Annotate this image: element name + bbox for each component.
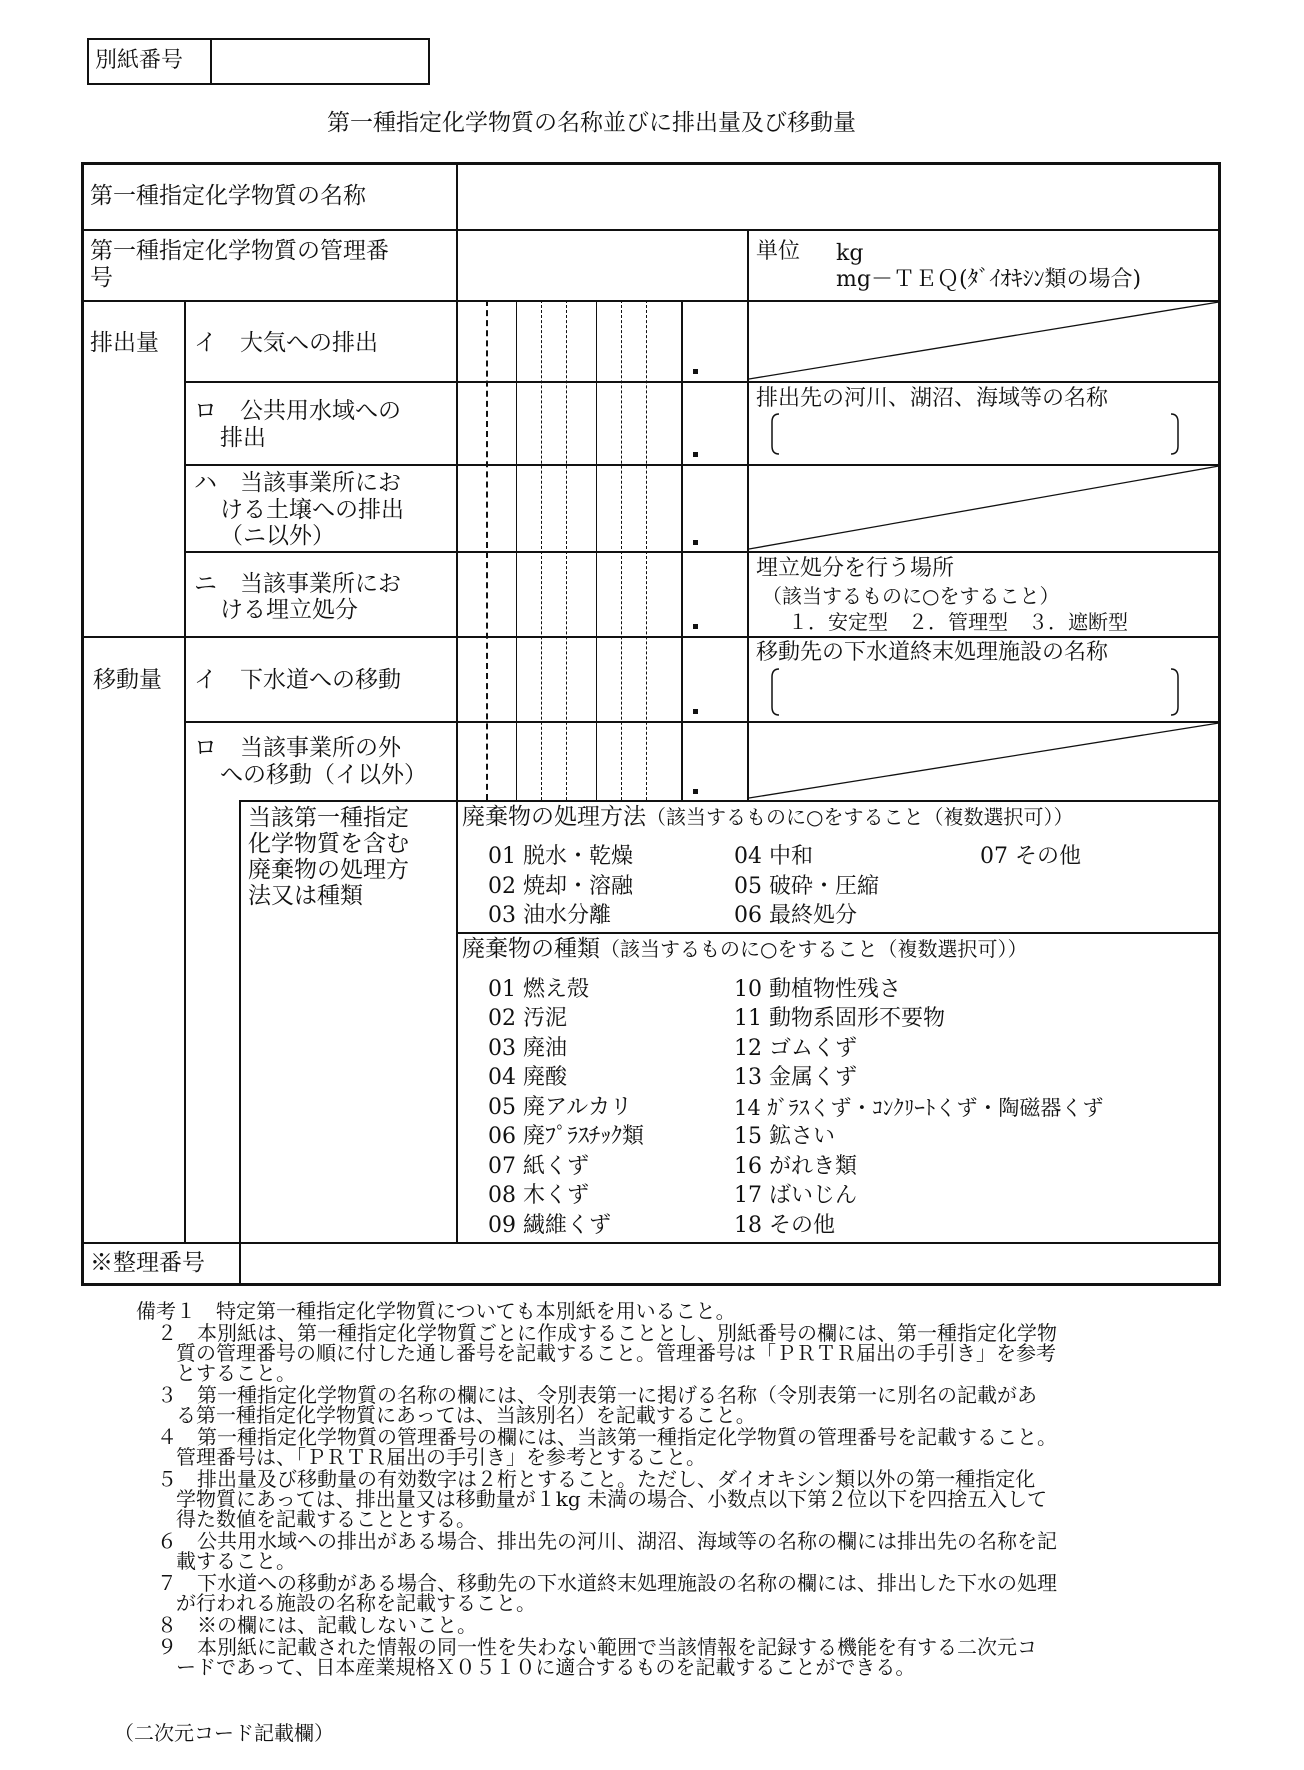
kind-option[interactable]: 05 廃アルカリ	[488, 1095, 633, 1120]
kind-option[interactable]: 01 燃え殻	[488, 977, 589, 1002]
landfill-label-2: ける埋立処分	[220, 597, 358, 623]
kind-option[interactable]: 03 廃油	[488, 1036, 567, 1061]
transfer-offsite-label-2: への移動（イ以外）	[220, 762, 427, 788]
kind-option[interactable]: 10 動植物性残さ	[734, 977, 901, 1002]
water-body-name-field[interactable]	[784, 418, 1164, 450]
kind-option[interactable]: 13 金属くず	[734, 1065, 857, 1090]
kind-option[interactable]: 15 鉱さい	[734, 1124, 835, 1149]
method-option[interactable]: 05 破砕・圧縮	[734, 874, 879, 899]
emission-water-label-2: 排出	[220, 425, 266, 451]
remark-line: ４ 第一種指定化学物質の管理番号の欄には、当該第一種指定化学物質の管理番号を記載すること。	[157, 1425, 1057, 1449]
landfill-type-options[interactable]: １．安定型 ２．管理型 ３．遮断型	[788, 610, 1128, 634]
emission-soil-label-2: ける土壌への排出	[220, 497, 404, 523]
waste-kind-title: 廃棄物の種類（該当するものに○をすること（複数選択可））	[462, 936, 1028, 962]
kind-option[interactable]: 04 廃酸	[488, 1065, 567, 1090]
management-number-field[interactable]	[460, 233, 743, 297]
transfer-group-label: 移動量	[93, 667, 162, 693]
unit-kg: kg	[836, 241, 864, 266]
kind-option[interactable]: 06 廃ﾌﾟﾗｽﾁｯｸ類	[488, 1124, 644, 1149]
method-option[interactable]: 01 脱水・乾燥	[488, 844, 633, 869]
landfill-label-1: ニ 当該事業所にお	[194, 571, 401, 597]
remark-line: 学物質にあっては、排出量又は移動量が１kg 未満の場合、小数点以下第２位以下を四捨五入して	[176, 1487, 1048, 1511]
emission-soil-label-1: ハ 当該事業所にお	[194, 470, 401, 496]
transfer-offsite-label-1: ロ 当該事業所の外	[194, 735, 401, 761]
emission-soil-label-3: （ニ以外）	[220, 523, 335, 549]
kind-option[interactable]: 11 動物系固形不要物	[734, 1006, 945, 1031]
method-option[interactable]: 03 油水分離	[488, 903, 611, 928]
kind-option[interactable]: 14 ｶﾞﾗｽくず・ｺﾝｸﾘｰﾄくず・陶磁器くず	[734, 1096, 1104, 1120]
kind-option[interactable]: 17 ばいじん	[734, 1183, 857, 1208]
unit-mg-teq: mg－ＴＥＱ(ﾀﾞｲｵｷｼﾝ類の場合)	[836, 267, 1142, 292]
seiri-number-field	[245, 1246, 1215, 1282]
waste-label-1: 当該第一種指定	[248, 805, 409, 831]
chemical-name-field[interactable]	[460, 166, 1215, 226]
landfill-site-label: 埋立処分を行う場所	[756, 556, 955, 581]
remark-line: とすること。	[176, 1361, 296, 1385]
transfer-sewer-label: イ 下水道への移動	[194, 667, 401, 693]
landfill-site-note: （該当するものに○をすること）	[762, 584, 1060, 608]
remark-line: る第一種指定化学物質にあっては、当該別名）を記載すること。	[176, 1403, 756, 1427]
remark-line: 備考１ 特定第一種指定化学物質についても本別紙を用いること。	[136, 1299, 736, 1323]
unit-label: 単位	[756, 239, 801, 264]
remark-line: 得た数値を記載することとする。	[176, 1507, 476, 1531]
method-option[interactable]: 04 中和	[734, 844, 813, 869]
method-option[interactable]: 07 その他	[980, 844, 1081, 869]
seiri-number-label: ※整理番号	[90, 1250, 205, 1276]
waste-label-3: 廃棄物の処理方	[248, 857, 409, 883]
water-body-name-label: 排出先の河川、湖沼、海域等の名称	[756, 386, 1109, 411]
remark-line: ードであって、日本産業規格Ｘ０５１０に適合するものを記載することができる。	[176, 1655, 916, 1679]
kind-option[interactable]: 16 がれき類	[734, 1154, 857, 1179]
remark-line: ５ 排出量及び移動量の有効数字は２桁とすること。ただし、ダイオキシン類以外の第一種指定化	[157, 1467, 1036, 1491]
kind-option[interactable]: 18 その他	[734, 1213, 835, 1238]
remark-line: ８ ※の欄には、記載しないこと。	[157, 1613, 477, 1637]
remark-line: 管理番号は、「ＰＲＴＲ届出の手引き」を参考とすること。	[176, 1445, 706, 1469]
remark-line: が行われる施設の名称を記載すること。	[176, 1591, 536, 1615]
emission-group-label: 排出量	[90, 330, 159, 356]
bessi-number-label: 別紙番号	[95, 48, 184, 73]
emission-air-label: イ 大気への排出	[194, 330, 378, 356]
remark-line: ２ 本別紙は、第一種指定化学物質ごとに作成することとし、別紙番号の欄には、第一種指定化学物	[157, 1321, 1057, 1345]
kind-option[interactable]: 09 繊維くず	[488, 1213, 611, 1238]
management-number-label-2: 号	[90, 265, 113, 291]
kind-option[interactable]: 07 紙くず	[488, 1154, 589, 1179]
sewage-facility-name-field[interactable]	[784, 674, 1164, 710]
method-option[interactable]: 06 最終処分	[734, 903, 857, 928]
kind-option[interactable]: 08 木くず	[488, 1183, 589, 1208]
remark-line: 質の管理番号の順に付した通し番号を記載すること。管理番号は「ＰＲＴＲ届出の手引き」を参考	[176, 1341, 1056, 1365]
waste-label-4: 法又は種類	[248, 883, 363, 909]
management-number-label: 第一種指定化学物質の管理番	[90, 238, 389, 264]
remark-line: ６ 公共用水域への排出がある場合、排出先の河川、湖沼、海域等の名称の欄には排出先の名称を記	[157, 1529, 1057, 1553]
remark-line: 載すること。	[176, 1549, 296, 1573]
waste-label-2: 化学物質を含む	[248, 831, 409, 857]
kind-option[interactable]: 02 汚泥	[488, 1006, 567, 1031]
method-option[interactable]: 02 焼却・溶融	[488, 874, 633, 899]
chemical-name-label: 第一種指定化学物質の名称	[90, 183, 366, 209]
treatment-method-title: 廃棄物の処理方法（該当するものに○をすること（複数選択可））	[462, 804, 1074, 830]
form-title: 第一種指定化学物質の名称並びに排出量及び移動量	[327, 110, 856, 136]
remark-line: ７ 下水道への移動がある場合、移動先の下水道終末処理施設の名称の欄には、排出した下水の処理	[157, 1571, 1057, 1595]
remark-line: ３ 第一種指定化学物質の名称の欄には、令別表第一に掲げる名称（令別表第一に別名の記載があ	[157, 1383, 1037, 1407]
remark-line: ９ 本別紙に記載された情報の同一性を失わない範囲で当該情報を記録する機能を有する二次元コ	[157, 1635, 1037, 1659]
kind-option[interactable]: 12 ゴムくず	[734, 1036, 857, 1061]
sewage-facility-name-label: 移動先の下水道終末処理施設の名称	[756, 640, 1109, 665]
qr-code-area-label: （二次元コード記載欄）	[114, 1721, 334, 1745]
emission-water-label-1: ロ 公共用水域への	[194, 398, 401, 424]
